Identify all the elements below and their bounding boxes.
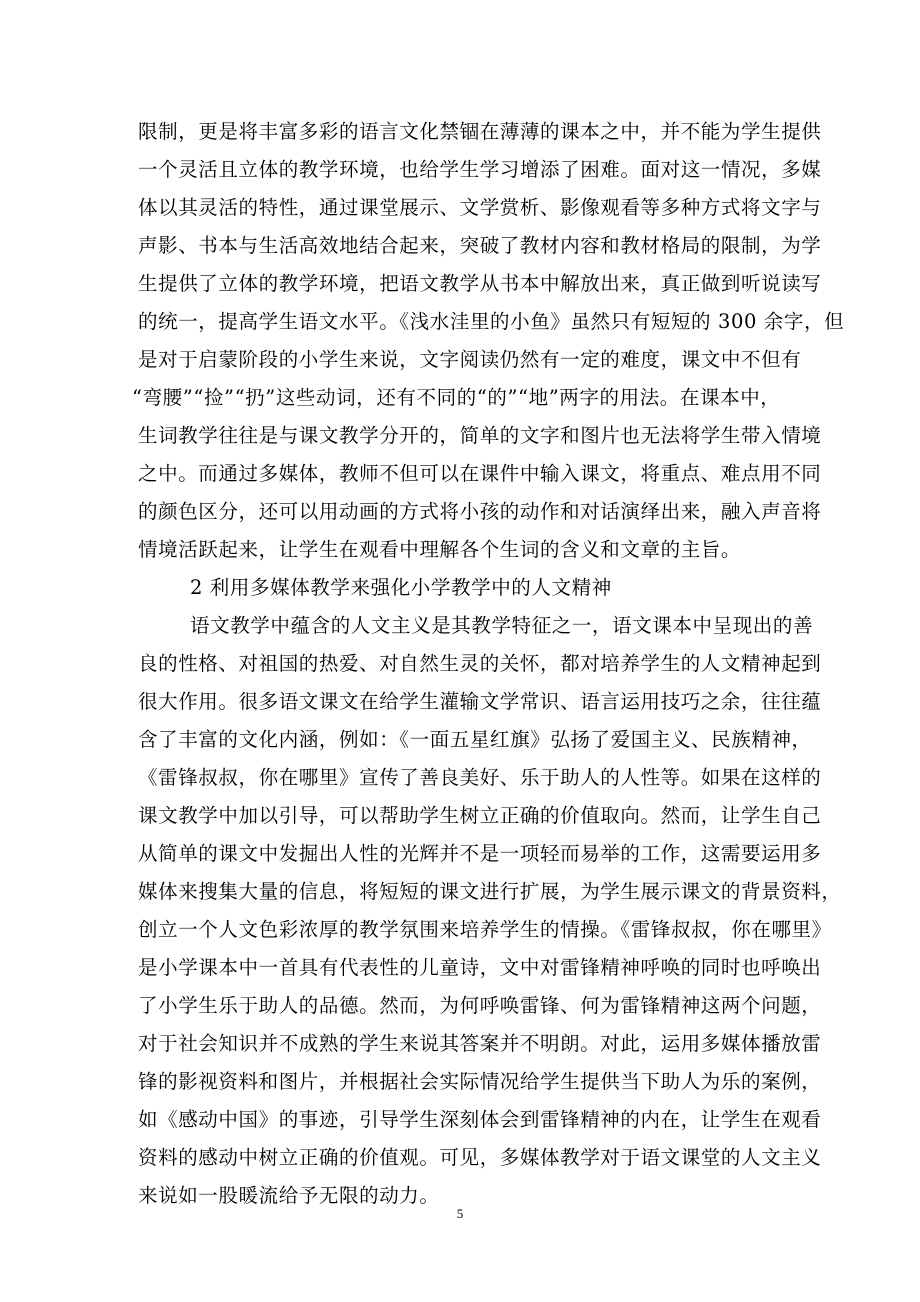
paragraph-line: 很大作用。很多语文课文在给学生灌输文学常识、语言运用技巧之余，往往蕴: [138, 690, 822, 713]
paragraph-line: 《雷锋叔叔，你在哪里》宣传了善良美好、乐于助人的人性等。如果在这样的: [138, 766, 822, 789]
paragraph-line: 资料的感动中树立正确的价值观。可见，多媒体教学对于语文课堂的人文主义: [138, 1146, 822, 1169]
paragraph-line: 良的性格、对祖国的热爱、对自然生灵的关怀，都对培养学生的人文精神起到: [138, 652, 822, 675]
paragraph-line: 声影、书本与生活高效地结合起来，突破了教材内容和教材格局的限制，为学: [138, 234, 822, 257]
paragraph-line: 了小学生乐于助人的品德。然而，为何呼唤雷锋、何为雷锋精神这两个问题，: [138, 994, 822, 1017]
paragraph-line: 的颜色区分，还可以用动画的方式将小孩的动作和对话演绎出来，融入声音将: [138, 500, 822, 523]
paragraph-line: 媒体来搜集大量的信息，将短短的课文进行扩展，为学生展示课文的背景资料，: [138, 880, 842, 903]
paragraph-line: 是小学课本中一首具有代表性的儿童诗，文中对雷锋精神呼唤的同时也呼唤出: [138, 956, 822, 979]
paragraph-line: 对于社会知识并不成熟的学生来说其答案并不明朗。对此，运用多媒体播放雷: [138, 1032, 822, 1055]
paragraph-line: 含了丰富的文化内涵，例如：《一面五星红旗》弘扬了爱国主义、民族精神，: [138, 728, 812, 751]
section-heading: 2 利用多媒体教学来强化小学教学中的人文精神: [190, 576, 612, 599]
paragraph-line: 之中。而通过多媒体，教师不但可以在课件中输入课文，将重点、难点用不同: [138, 462, 822, 485]
paragraph-line: 体以其灵活的特性，通过课堂展示、文学赏析、影像观看等多种方式将文字与: [138, 196, 822, 219]
paragraph-line: 是对于启蒙阶段的小学生来说，文字阅读仍然有一定的难度，课文中不但有: [138, 348, 802, 371]
paragraph-line: 一个灵活且立体的教学环境，也给学生学习增添了困难。面对这一情况，多媒: [138, 158, 822, 181]
paragraph-line: 来说如一股暖流给予无限的动力。: [138, 1184, 440, 1207]
paragraph-line: 生词教学往往是与课文教学分开的，简单的文字和图片也无法将学生带入情境: [138, 424, 822, 447]
page-number: 5: [456, 1206, 464, 1221]
paragraph-line: 如《感动中国》的事迹，引导学生深刻体会到雷锋精神的内在，让学生在观看: [138, 1108, 822, 1131]
paragraph-line: 课文教学中加以引导，可以帮助学生树立正确的价值取向。然而，让学生自己: [138, 804, 822, 827]
paragraph-line: 语文教学中蕴含的人文主义是其教学特征之一，语文课本中呈现出的善: [190, 614, 814, 637]
paragraph-line: 创立一个人文色彩浓厚的教学氛围来培养学生的情操。《雷锋叔叔，你在哪里》: [138, 918, 832, 941]
paragraph-line: 的统一，提高学生语文水平。《浅水洼里的小鱼》虽然只有短短的 300 余字，但: [138, 310, 845, 333]
paragraph-line: 限制，更是将丰富多彩的语言文化禁锢在薄薄的课本之中，并不能为学生提供: [138, 120, 822, 143]
paragraph-line: 生提供了立体的教学环境，把语文教学从书本中解放出来，真正做到听说读写: [138, 272, 822, 295]
paragraph-line: “弯腰”“捡”“扔”这些动词，还有不同的“的”“地”两字的用法。在课本中，: [132, 386, 781, 409]
paragraph-line: 锋的影视资料和图片，并根据社会实际情况给学生提供当下助人为乐的案例，: [138, 1070, 822, 1093]
paragraph-line: 从简单的课文中发掘出人性的光辉并不是一项轻而易举的工作，这需要运用多: [138, 842, 822, 865]
paragraph-line: 情境活跃起来，让学生在观看中理解各个生词的含义和文章的主旨。: [138, 538, 742, 561]
